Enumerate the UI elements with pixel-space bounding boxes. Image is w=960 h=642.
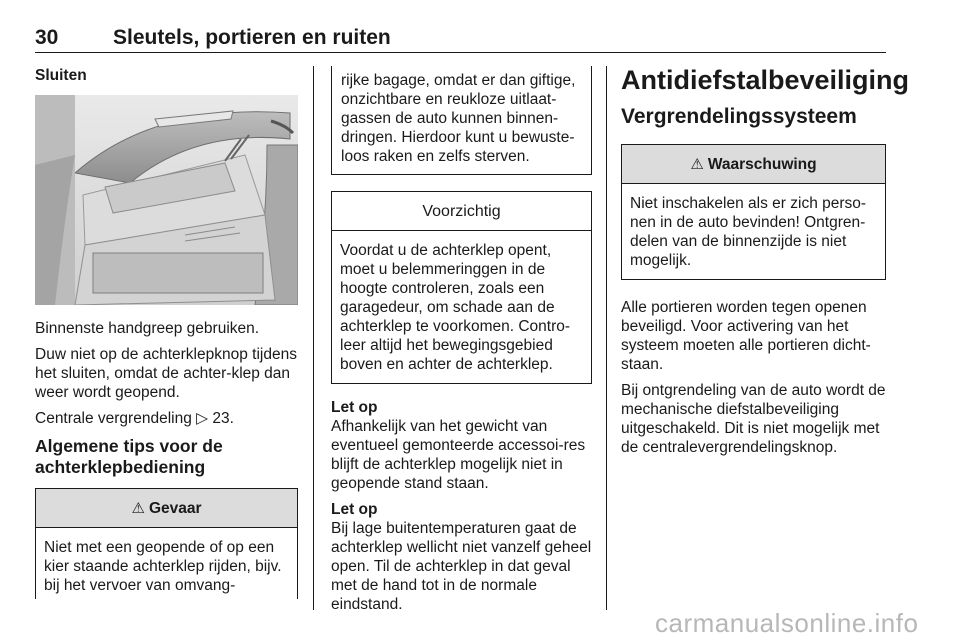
chapter-title: Sleutels, portieren en ruiten xyxy=(113,26,391,49)
sub-heading: Vergrendelingssysteem xyxy=(621,105,857,128)
paragraph: Duw niet op de achterklepknop tijdens het sluiten, omdat de achter-klep dan weer wordt geopend. xyxy=(35,346,297,401)
subheading-sluiten: Sluiten xyxy=(35,67,87,84)
column-divider xyxy=(606,66,607,610)
warning-box-title-bar xyxy=(622,145,885,184)
danger-body: Niet met een geopende of op een kier staande achterklep rijden, bijv. bij het vervoer van omvang- xyxy=(44,539,282,594)
column-right xyxy=(621,65,910,464)
paragraph: Centrale vergrendeling ▷ 23. xyxy=(35,410,234,427)
danger-title: Gevaar xyxy=(148,499,202,517)
warning-title: Waarschuwing xyxy=(707,155,817,173)
note-heading: Let op xyxy=(331,501,378,518)
note-heading: Let op xyxy=(331,399,378,416)
page-header xyxy=(35,26,886,53)
paragraph: Binnenste handgreep gebruiken. xyxy=(35,320,260,337)
section-heading: Algemene tips voor de achterklepbediening xyxy=(35,436,223,477)
note-body: Afhankelijk van het gewicht van eventueel gemonteerde accessoi-res blijft de achterklep mogelijk niet in geopende stand staan. xyxy=(331,418,586,492)
caution-box xyxy=(331,191,592,384)
paragraph: Bij ontgrendeling van de auto wordt de mechanische diefstalbeveiliging uitgeschakeld. Dit is niet mogelijk met de centralevergrendelingsknop. xyxy=(621,382,886,456)
warning-body: Niet inschakelen als er zich perso-nen in de auto bevinden! Ontgren-delen van de binnenzijde is niet mogelijk. xyxy=(630,195,867,269)
warning-box xyxy=(621,144,886,280)
danger-box-title-bar xyxy=(36,489,297,528)
caution-title: Voorzichtig xyxy=(332,192,591,231)
warning-triangle-icon: ⚠ xyxy=(690,155,704,173)
caution-body: Voordat u de achterklep opent, moet u belemmeringgen in de hoogte controleren, zoals een garagedeur, om schade aan de achterklep te voorkomen. Contro-leer altijd het bewegingsgebied boven en achter de achterklep. xyxy=(340,242,571,373)
column-left xyxy=(35,66,298,599)
warning-triangle-icon: ⚠ xyxy=(131,499,145,517)
page-number: 30 xyxy=(35,26,59,49)
tailgate-photo xyxy=(35,95,298,305)
paragraph: Alle portieren worden tegen openen beveiligd. Voor activering van het systeem moeten alle portieren dicht-staan. xyxy=(621,299,871,373)
main-heading: Antidiefstalbeveiliging xyxy=(621,65,910,95)
danger-box xyxy=(35,488,298,599)
danger-box-continuation: rijke bagage, omdat er dan giftige, onzichtbare en reukloze uitlaat-gassen de auto kunnen binnen-dringen. Hierdoor kunt u bewuste-loos raken en zelfs sterven. xyxy=(331,66,592,175)
column-middle xyxy=(331,66,592,621)
column-divider xyxy=(313,66,314,610)
note-body: Bij lage buitentemperaturen gaat de achterklep wellicht niet vanzelf geheel open. Til de achterklep in dat geval met de hand tot in de normale eindstand. xyxy=(331,520,592,613)
watermark: carmanualsonline.info xyxy=(655,608,919,638)
